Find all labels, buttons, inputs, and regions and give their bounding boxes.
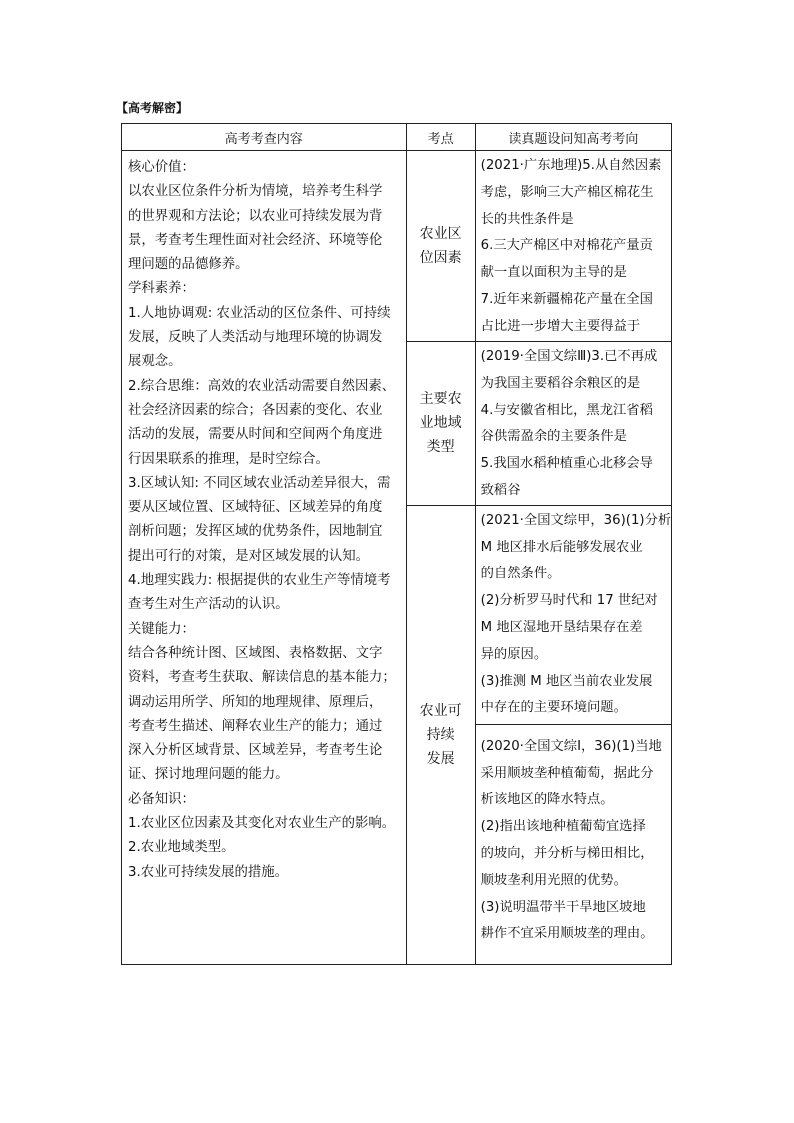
question-line: (3)说明温带半干旱地区坡地 [480,899,646,915]
question-line: (2021·全国文综甲，36)(1)分析 [480,512,672,528]
kaodian-line: 业地域 [419,415,462,432]
question-line: (2021·广东地理)5.从自然因素 [480,158,662,173]
question-line: 占比进一步增大主要得益于 [480,318,641,334]
kaodian-cell-2 [406,342,475,506]
content-line: 必备知识： [128,791,195,807]
question-line: 4.与安徽省相比，黑龙江省稻 [480,402,653,418]
content-line: 3.区域认知: 不同区域农业活动差异很大，需 [128,475,391,491]
question-line: 献一直以面积为主导的是 [480,265,627,281]
content-line: 活动的发展，需要从时间和空间两个角度进 [128,427,383,443]
content-line: 证、探讨地理问题的能力。 [128,767,289,783]
question-line: 为我国主要稻谷余粮区的是 [480,375,641,391]
question-line: 中存在的主要环境问题。 [480,700,627,716]
question-line: 7.近年来新疆棉花产量在全国 [480,291,653,307]
question-line: (3)推测 M 地区当前农业发展 [480,673,653,689]
question-line: 采用顺坡垄种植葡萄，据此分 [480,765,654,781]
section-title: 【高考解密】 [116,101,189,115]
kaodian-line: 位因素 [419,250,462,266]
content-line: 深入分析区域背景、区域差异，考查考生论 [128,743,383,759]
question-line: 6.三大产棉区中对棉花产量贡 [480,238,653,254]
header-questions: 读真题设问知高考考向 [475,124,671,151]
kaodian-line: 类型 [426,439,455,456]
question-cell-4 [475,724,671,964]
content-line: 4.地理实践力: 根据提供的农业生产等情境考 [128,573,391,589]
content-line: 资料，考查考生获取、解读信息的基本能力； [128,670,396,686]
content-line: 1.农业区位因素及其变化对农业生产的影响。 [128,816,396,832]
question-line: 异的原因。 [480,646,548,662]
question-line: 耕作不宜采用顺坡垄的理由。 [480,926,654,942]
kaodian-line: 发展 [426,750,455,767]
question-line: (2)指出该地种植葡萄宜选择 [480,819,646,835]
content-line: 2.综合思维：高效的农业活动需要自然因素、 [128,378,396,394]
question-cell-2 [475,342,671,506]
question-line: 顺坡垄利用光照的优势。 [480,872,627,888]
kaodian-cell-3 [406,505,475,964]
kaodian-line: 持续 [426,726,455,743]
content-line: 调动运用所学、所知的地理规律、原理后， [128,694,383,710]
content-line: 要从区域位置、区域特征、区域差异的角度 [128,500,383,516]
question-cell-3 [475,505,671,724]
header-kaodian: 考点 [406,124,475,151]
question-line: 的自然条件。 [480,566,561,582]
question-line: 谷供需盈余的主要条件是 [480,429,627,445]
question-line: 5.我国水稻种植重心北移会导 [480,456,653,472]
content-line: 提出可行的对策，是对区域发展的认知。 [128,548,370,564]
content-line: 的世界观和方法论；以农业可持续发展为背 [128,208,383,224]
content-line: 2.农业地域类型。 [128,840,235,856]
kaodian-cell-1 [406,151,475,342]
question-line: (2)分析罗马时代和 17 世纪对 [480,593,658,609]
content-line: 结合各种统计图、区域图、表格数据、文字 [128,645,383,661]
header-content: 高考考查内容 [122,124,407,151]
exam-analysis-table [121,123,672,965]
question-line: 致稻谷 [480,482,521,498]
question-line: 的坡向，并分析与梯田相比， [480,845,654,861]
question-line: (2019·全国文综Ⅲ)3.已不再成 [480,349,658,364]
content-line: 3.农业可持续发展的措施。 [128,864,289,880]
content-line: 以农业区位条件分析为情境，培养考生科学 [128,184,383,200]
question-line: 考虑，影响三大产棉区棉花生 [480,184,654,200]
question-line: 析该地区的降水特点。 [480,792,614,808]
content-line: 剖析问题；发挥区域的优势条件，因地制宜 [128,524,383,540]
table-header-row [122,124,672,151]
content-line: 1.人地协调观: 农业活动的区位条件、可持续 [128,305,391,321]
content-line: 景，考查考生理性面对社会经济、环境等伦 [128,232,383,248]
question-line: (2020·全国文综Ⅰ，36)(1)当地 [480,738,662,754]
kaodian-line: 农业可 [419,702,462,719]
content-cell [122,151,407,965]
content-line: 发展，反映了人类活动与地理环境的协调发 [128,330,383,346]
kaodian-line: 农业区 [419,226,462,242]
content-line: 展观念。 [128,354,182,370]
content-line: 关键能力： [128,621,195,637]
content-line: 社会经济因素的综合；各因素的变化、农业 [128,402,383,418]
content-line: 考查考生描述、阐释农业生产的能力；通过 [128,718,383,734]
content-line: 学科素养： [128,281,195,297]
content-line: 核心价值： [128,160,195,175]
table-row [122,151,672,342]
question-line: 长的共性条件是 [480,211,574,227]
content-line: 理问题的品德修养。 [128,257,249,273]
content-line: 行因果联系的推理，是时空综合。 [128,451,329,467]
kaodian-line: 主要农 [419,391,462,408]
content-line: 查考生对生产活动的认识。 [128,597,289,613]
question-line: M 地区湿地开垦结果存在差 [480,619,643,635]
question-line: M 地区排水后能够发展农业 [480,539,643,555]
question-cell-1 [475,151,671,342]
